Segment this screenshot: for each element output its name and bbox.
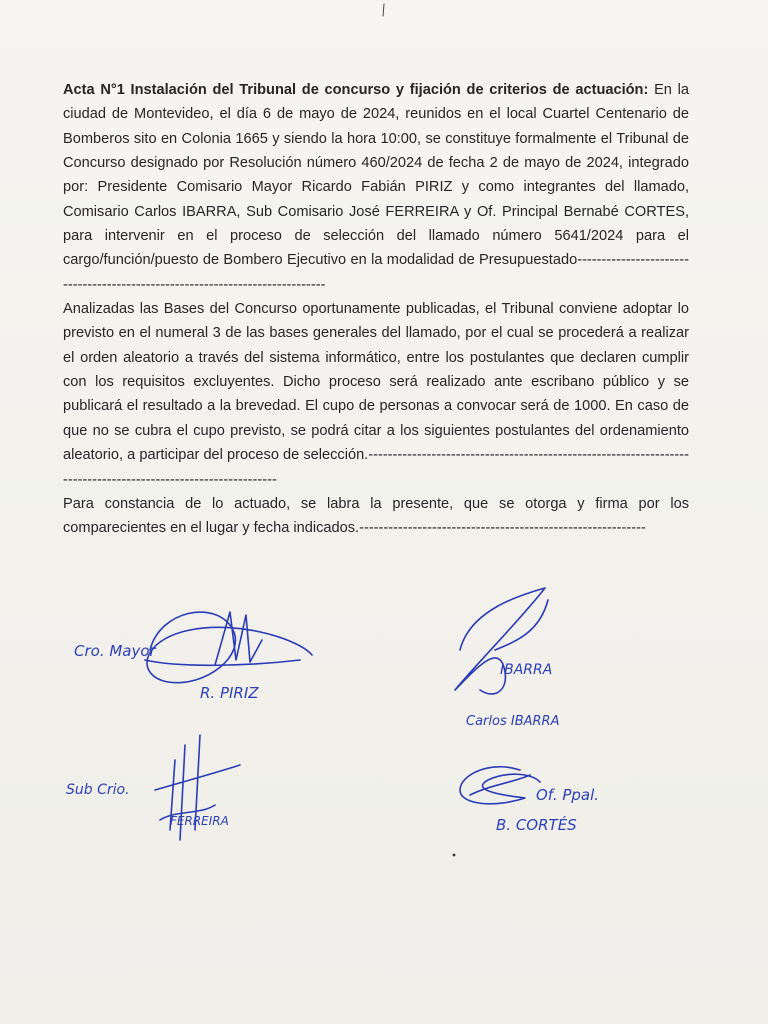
signature-ferreira-prefix: Sub Crio. bbox=[66, 782, 130, 798]
paragraph-1-text: En la ciudad de Montevideo, el día 6 de mayo de 2024, reunidos en el local Cuartel Centenario de Bomberos sito en Colonia 1665 y siendo la hora 10:00, se constituye formalmente el Tribunal de Concurso designado por Resolución número 460/2024 de fecha 2 de mayo de 2024, integrado por: Presidente Comisario Mayor Ricardo Fabián PIRIZ y como integrantes del llamado, Comisario Carlos IBARRA, Sub Comisario José FERREIRA y Of. Principal Bernabé CORTES, para intervenir en el proceso de selección del llamado número 5641/2024 para el cargo/función/puesto de Bombero Ejecutivo en la modalidad de Presupuestado----------------------------------------------------------------------------- bbox=[63, 82, 689, 293]
signature-ferreira bbox=[66, 735, 240, 840]
signature-cortes-prefix: Of. Ppal. bbox=[536, 786, 600, 804]
dot-mark bbox=[453, 854, 456, 857]
paragraph-3: Para constancia de lo actuado, se labra la presente, que se otorga y firma por los comparecientes en el lugar y fecha indicados.----------------------------------------------------------- bbox=[63, 495, 689, 537]
signature-ferreira-name: FERREIRA bbox=[170, 814, 229, 828]
signature-ibarra bbox=[455, 588, 559, 729]
signature-cortes-name: B. CORTÉS bbox=[496, 816, 577, 834]
paragraph-2: Analizadas las Bases del Concurso oportunamente publicadas, el Tribunal conviene adoptar lo previsto en el numeral 3 de las bases generales del llamado, por el cual se procederá a realizar el orden aleatorio a través del sistema informático, entre los postulantes que declaren cumplir con los requisitos excluyentes. Dicho proceso será realizado ante escribano público y se publicará el resultado a la brevedad. El cupo de personas a convocar será de 1000. En caso de que no se cubra el cupo previsto, se podrá citar a los siguientes postulantes del ordenamiento aleatorio, a participar del proceso de selección.-------------------------------------------------------------------------------------------------------------- bbox=[63, 301, 689, 488]
signature-piriz bbox=[74, 612, 312, 702]
signature-ibarra-name: IBARRA bbox=[500, 662, 553, 678]
signature-cortes bbox=[460, 767, 599, 834]
top-mark bbox=[383, 4, 384, 16]
acta-title: Acta N°1 Instalación del Tribunal de concurso y fijación de criterios de actuación: bbox=[63, 82, 649, 98]
signature-piriz-prefix: Cro. Mayor bbox=[74, 642, 156, 660]
signature-ibarra-printed: Carlos IBARRA bbox=[466, 714, 560, 729]
signature-piriz-name: R. PIRIZ bbox=[200, 684, 259, 702]
